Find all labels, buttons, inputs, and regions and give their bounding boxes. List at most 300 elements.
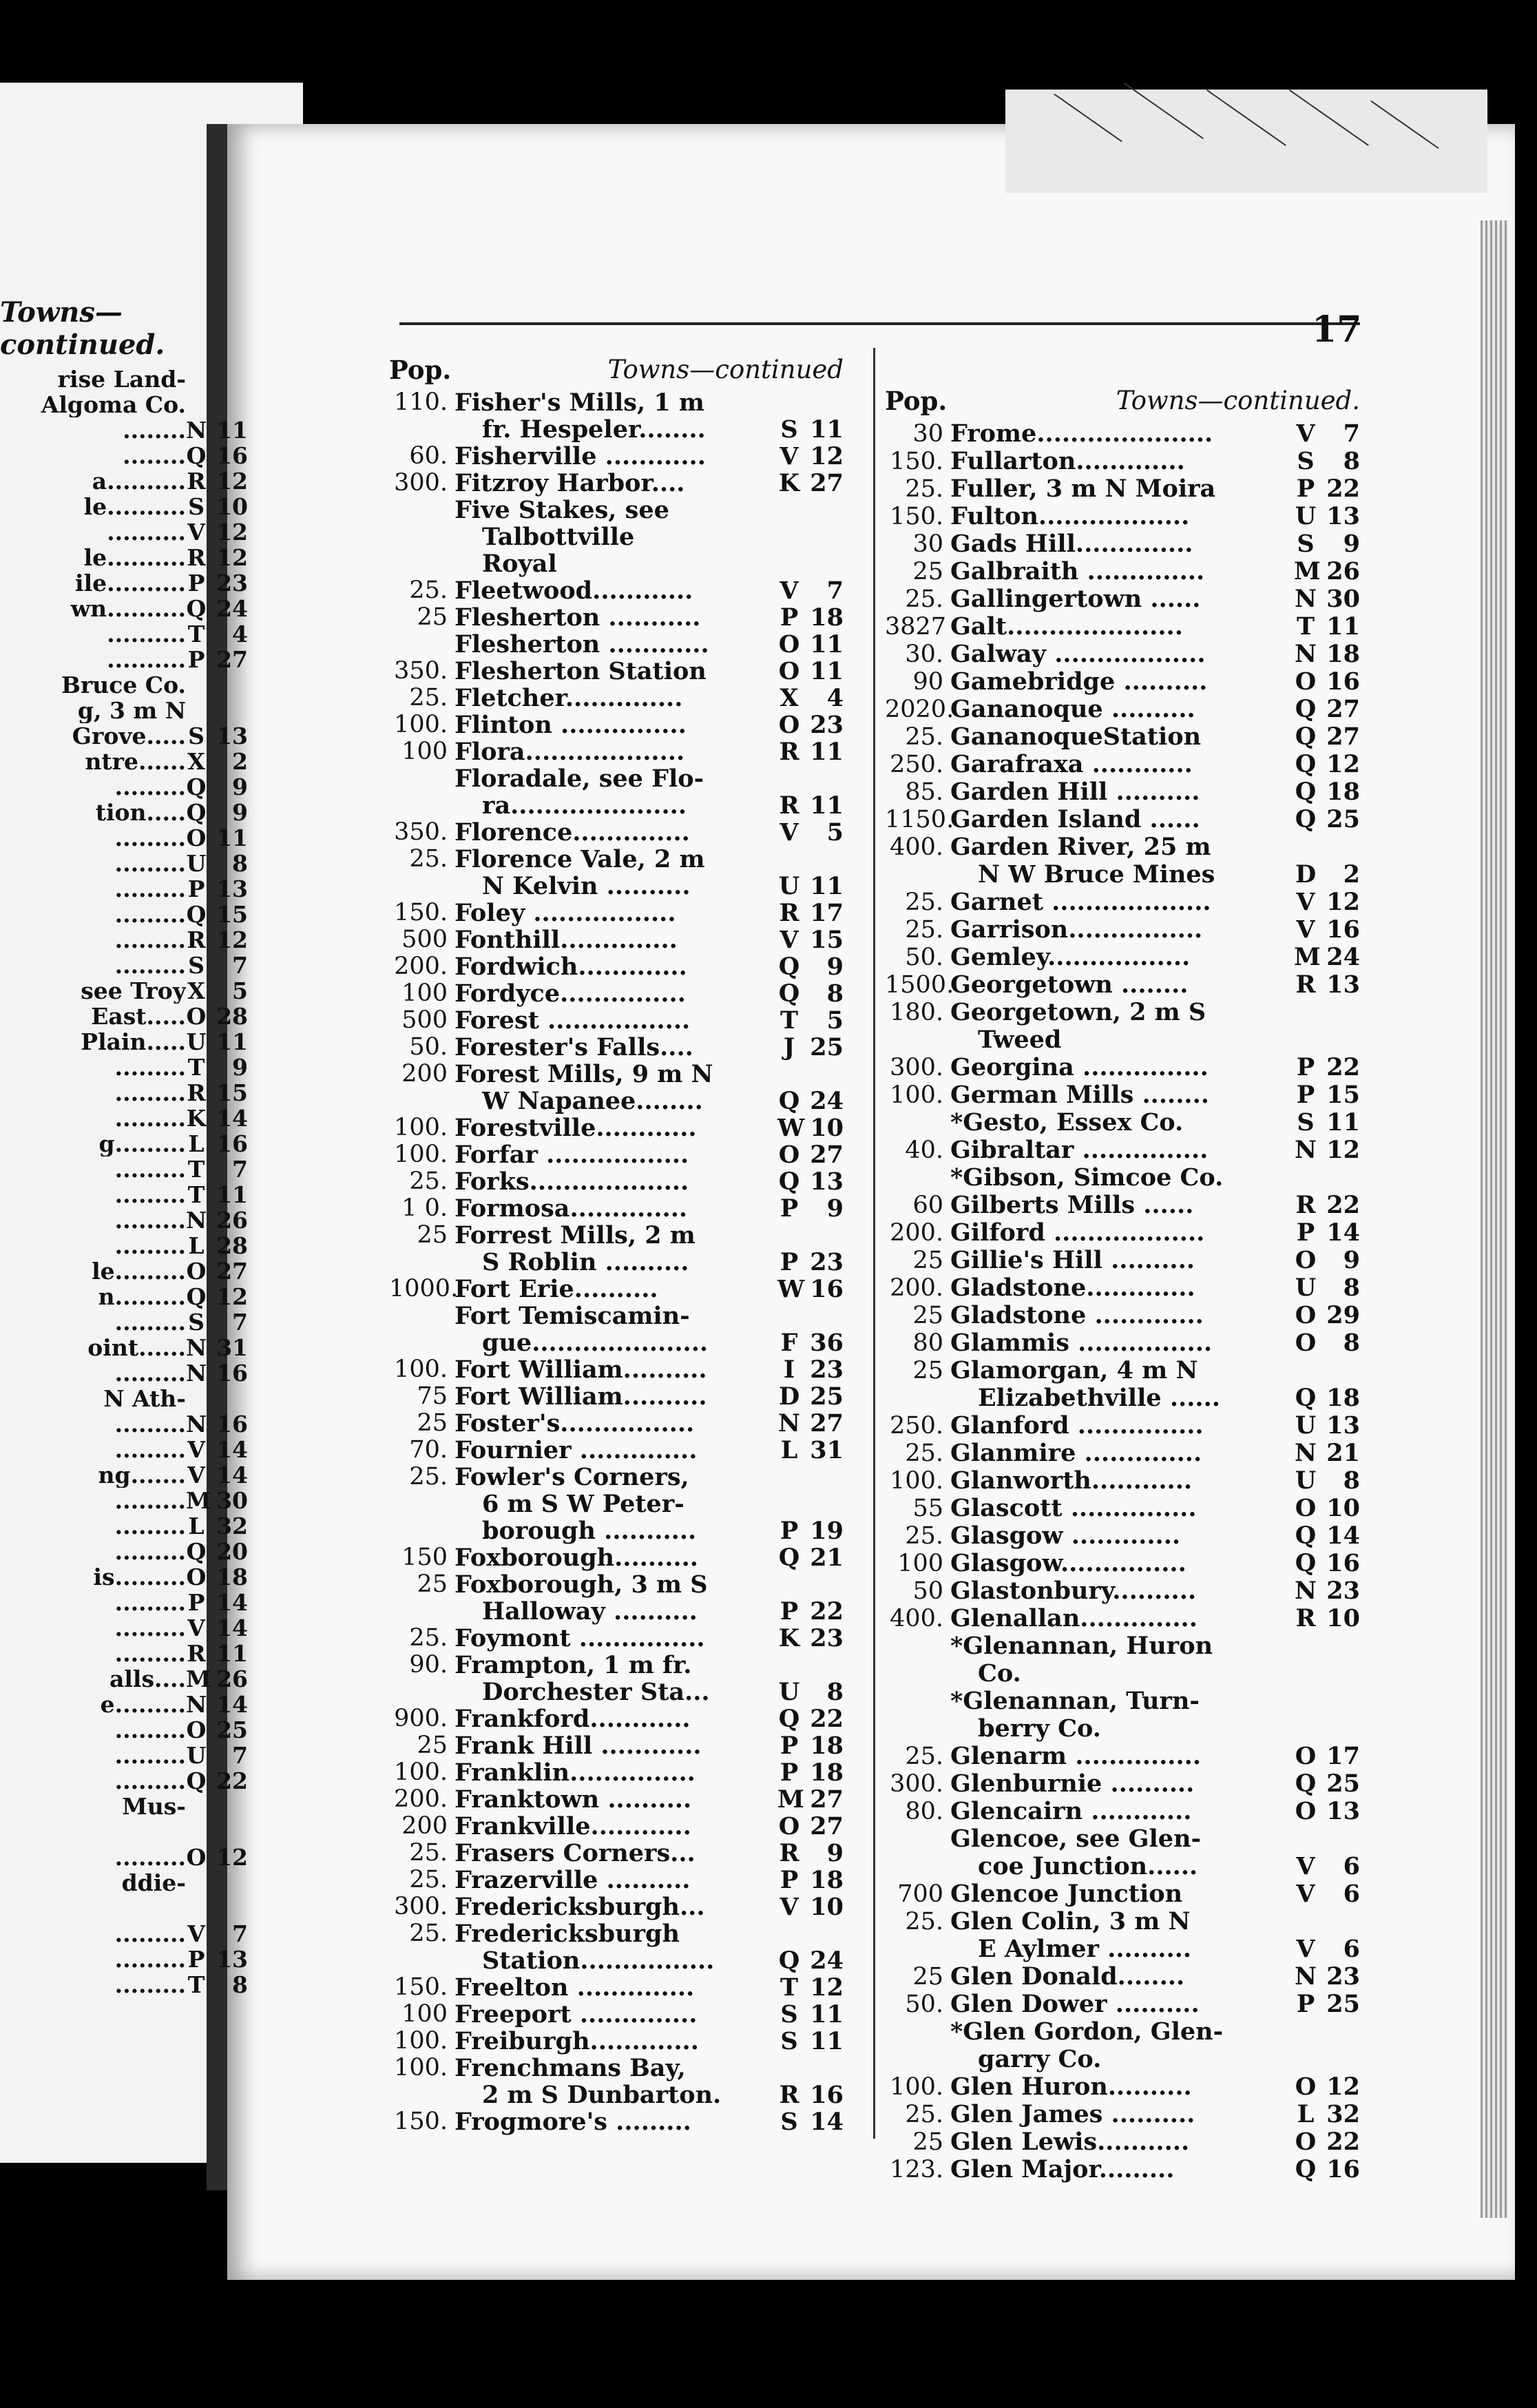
- town-entry-row: [885, 641, 1360, 668]
- map-number: [801, 765, 844, 792]
- population: 100.: [394, 711, 448, 738]
- town-name: 6 m S W Peter-: [482, 1491, 684, 1517]
- population: 30.: [905, 641, 943, 668]
- map-number: 11: [810, 2027, 844, 2055]
- population: 100.: [890, 1081, 943, 1109]
- entry-map-number: [207, 1870, 248, 1896]
- entry-map-number: 11: [216, 417, 248, 443]
- town-name: Gamebridge ..........: [950, 668, 1208, 696]
- town-entry-row: [885, 1081, 1360, 1109]
- map-number: 18: [1326, 640, 1360, 668]
- town-name: Forest .................: [454, 1007, 691, 1034]
- entry-map-letter: [186, 1794, 207, 1819]
- town-entry-row: [885, 861, 1360, 889]
- population: [389, 1088, 454, 1114]
- map-letter: [777, 523, 801, 550]
- map-letter: R: [779, 1839, 799, 1867]
- entry-name: .........: [114, 876, 186, 902]
- town-entry-row: [389, 1491, 844, 1517]
- map-number: 18: [810, 1866, 844, 1894]
- entry-map-number: [207, 1896, 248, 1921]
- map-letter: O: [1295, 1301, 1317, 1329]
- left-entry-row: [0, 1335, 248, 1360]
- entry-map-number: 31: [216, 1335, 248, 1360]
- map-number: 9: [1343, 530, 1360, 558]
- entry-map-number: 11: [216, 1029, 248, 1055]
- town-entry-row: [885, 1219, 1360, 1247]
- map-number: 8: [1343, 1466, 1360, 1495]
- map-letter: T: [1296, 612, 1315, 641]
- entry-map-letter: [186, 1896, 207, 1921]
- town-name: Galt.....................: [950, 613, 1183, 641]
- town-name: 2 m S Dunbarton.: [482, 2082, 722, 2108]
- map-letter: U: [1295, 502, 1317, 530]
- town-entry-row: [389, 1920, 844, 1947]
- entry-map-number: 10: [216, 494, 248, 519]
- page-number: 17: [1312, 309, 1362, 351]
- left-entry-row: [0, 723, 248, 749]
- entry-map-letter: R: [187, 545, 206, 570]
- town-entry-row: [885, 778, 1360, 806]
- entry-map-number: 9: [232, 774, 248, 800]
- left-entry-row: [0, 698, 248, 723]
- town-entry-row: [885, 2156, 1360, 2183]
- left-entry-row: [0, 1080, 248, 1106]
- map-number: 8: [1343, 1329, 1360, 1357]
- population: 25.: [409, 1624, 448, 1652]
- town-name: Gladstone.............: [950, 1274, 1195, 1302]
- map-number: 10: [810, 1114, 844, 1142]
- map-letter: D: [1295, 860, 1317, 889]
- town-name: Gemley.................: [950, 944, 1191, 971]
- town-name: Glen Lewis...........: [950, 2128, 1190, 2156]
- map-number: 21: [810, 1544, 844, 1572]
- town-name: Freiburgh.............: [454, 2028, 699, 2055]
- map-number: 17: [1326, 1742, 1360, 1770]
- entry-map-letter: Q: [186, 1539, 207, 1564]
- entry-map-letter: L: [188, 1131, 205, 1156]
- entry-map-number: 16: [216, 443, 248, 468]
- population: 150: [401, 1544, 448, 1571]
- town-name: berry Co.: [978, 1715, 1101, 1743]
- map-letter: Q: [1295, 1769, 1317, 1798]
- entry-map-letter: [186, 1870, 207, 1896]
- map-letter: P: [780, 1758, 799, 1787]
- column-1-header: [389, 355, 844, 385]
- population: 200.: [394, 953, 448, 980]
- entry-name: East.....: [91, 1004, 186, 1029]
- town-name: Fort Erie..........: [454, 1276, 658, 1302]
- town-entry-row: [389, 550, 844, 577]
- town-entry-row: [389, 1947, 844, 1974]
- town-entry-row: [389, 631, 844, 658]
- town-entry-row: [389, 1276, 844, 1302]
- entry-map-letter: O: [186, 1845, 207, 1870]
- town-entry-row: [389, 1007, 844, 1034]
- population: 25: [912, 1963, 943, 1991]
- town-entry-row: [885, 448, 1360, 475]
- left-entry-row: [0, 1106, 248, 1131]
- map-number: 29: [1326, 1301, 1360, 1329]
- map-number: 8: [826, 1678, 844, 1706]
- town-name: Gilford ..................: [950, 1219, 1205, 1247]
- map-number: 27: [810, 1785, 844, 1814]
- map-letter: Q: [1295, 1549, 1317, 1577]
- population: [389, 765, 454, 792]
- entry-map-letter: O: [186, 1564, 207, 1590]
- town-entry-row: [389, 873, 844, 900]
- population: 25: [912, 1247, 943, 1274]
- map-number: 25: [1326, 1769, 1360, 1798]
- town-name: Foxborough..........: [454, 1544, 698, 1571]
- map-letter: [1294, 1164, 1317, 1192]
- population: 100: [401, 979, 448, 1007]
- population: 50.: [905, 1991, 943, 2018]
- town-name: Glascott ...............: [950, 1495, 1197, 1522]
- entry-map-number: 7: [232, 1921, 248, 1947]
- town-entry-row: [389, 2055, 844, 2082]
- town-entry-row: [885, 1798, 1360, 1825]
- town-name: Flesherton ...........: [454, 604, 701, 631]
- town-name: S Roblin ..........: [482, 1249, 689, 1276]
- entry-name: .........: [114, 953, 186, 978]
- town-name: fr. Hespeler........: [482, 416, 706, 443]
- left-entry-row: [0, 1539, 248, 1564]
- map-letter: J: [783, 1033, 795, 1061]
- entry-name: ng.......: [98, 1462, 186, 1488]
- left-entry-row: [0, 1488, 248, 1513]
- town-entry-row: [885, 751, 1360, 778]
- population: 300.: [890, 1770, 943, 1798]
- map-number: 9: [826, 1194, 844, 1223]
- town-name: *Gesto, Essex Co.: [950, 1109, 1184, 1136]
- map-number: 13: [1326, 1797, 1360, 1825]
- map-letter: S: [780, 415, 798, 444]
- map-number: 23: [810, 711, 844, 739]
- entry-name: tion.....: [95, 800, 186, 825]
- town-entry-row: [389, 1356, 844, 1383]
- population: [885, 1384, 950, 1412]
- entry-map-letter: T: [187, 1182, 205, 1207]
- left-entry-row: [0, 570, 248, 596]
- town-entry-row: [885, 944, 1360, 971]
- map-number: 7: [826, 577, 844, 605]
- town-entry-row: [885, 1054, 1360, 1081]
- population: 60: [912, 1192, 943, 1219]
- entry-name: .........: [114, 1921, 186, 1947]
- map-letter: S: [780, 2000, 798, 2028]
- map-letter: Q: [1295, 805, 1317, 833]
- town-name: Freeport ..............: [454, 2001, 698, 2028]
- map-number: [801, 1222, 844, 1249]
- population: 200: [401, 1812, 448, 1840]
- population: 25.: [409, 1866, 448, 1893]
- entry-map-number: 8: [232, 851, 248, 876]
- map-number: 36: [810, 1329, 844, 1357]
- town-entry-row: [885, 1247, 1360, 1274]
- town-name: Dorchester Sta...: [482, 1679, 710, 1705]
- map-letter: P: [780, 1866, 799, 1894]
- population: [389, 1598, 454, 1625]
- town-name: Frazerville ..........: [454, 1867, 691, 1893]
- entry-name: ile..........: [75, 570, 186, 596]
- population: [389, 1249, 454, 1276]
- town-name: Glasgow...............: [950, 1550, 1186, 1577]
- population: [389, 497, 454, 523]
- population: [885, 2046, 950, 2073]
- map-number: 12: [1326, 750, 1360, 778]
- town-name: Fitzroy Harbor....: [454, 470, 685, 497]
- map-number: 12: [1326, 888, 1360, 916]
- map-number: [1317, 1632, 1360, 1660]
- population: [885, 2018, 950, 2046]
- map-letter: U: [1295, 1466, 1317, 1495]
- entry-map-letter: N: [186, 1692, 207, 1717]
- map-letter: Q: [1295, 1522, 1317, 1550]
- town-entry-row: [389, 658, 844, 685]
- town-entry-row: [389, 1813, 844, 1840]
- population: 100.: [394, 1114, 448, 1141]
- population: 100.: [394, 1141, 448, 1168]
- map-letter: [1294, 1825, 1317, 1853]
- map-number: 17: [810, 899, 844, 927]
- town-entry-row: [389, 980, 844, 1007]
- map-number: 32: [1326, 2100, 1360, 2128]
- town-name: Gillie's Hill ..........: [950, 1247, 1195, 1274]
- population: 25.: [409, 845, 448, 873]
- map-number: [801, 1491, 844, 1517]
- population: [885, 1688, 950, 1715]
- entry-map-letter: X: [187, 749, 205, 774]
- entry-name: .........: [114, 1590, 186, 1615]
- left-entry-row: [0, 1156, 248, 1182]
- map-letter: P: [1296, 1990, 1315, 2018]
- map-number: 23: [810, 1624, 844, 1652]
- population: [389, 631, 454, 658]
- town-name: coe Junction......: [978, 1853, 1198, 1880]
- entry-name: .........: [114, 1080, 186, 1106]
- town-name: Fordwich.............: [454, 953, 687, 980]
- town-entry-row: [389, 765, 844, 792]
- town-name: Foymont ...............: [454, 1625, 705, 1652]
- entry-map-number: 16: [216, 1131, 248, 1156]
- map-number: 18: [810, 1758, 844, 1787]
- population: 1150.: [885, 806, 954, 833]
- entry-map-number: 27: [216, 1258, 248, 1284]
- map-number: 13: [1326, 502, 1360, 530]
- map-letter: [1294, 2046, 1317, 2073]
- map-number: 8: [1343, 447, 1360, 475]
- left-entry-row: [0, 1819, 248, 1845]
- town-entry-row: [885, 1440, 1360, 1467]
- map-letter: V: [1296, 1852, 1315, 1880]
- entry-name: .........: [114, 1972, 186, 1997]
- town-name: *Glenannan, Turn-: [950, 1688, 1200, 1715]
- map-number: 14: [1326, 1218, 1360, 1247]
- entry-map-letter: R: [187, 468, 206, 494]
- entry-name: ..........: [107, 647, 186, 672]
- map-letter: P: [1296, 1053, 1315, 1081]
- map-letter: W: [777, 1275, 805, 1303]
- left-entry-row: [0, 647, 248, 672]
- map-letter: W: [777, 1114, 805, 1142]
- left-entry-row: [0, 1768, 248, 1794]
- entry-map-number: 28: [216, 1233, 248, 1258]
- left-entry-row: [0, 1972, 248, 1997]
- town-entry-row: [885, 1164, 1360, 1192]
- town-name: Forest Mills, 9 m N: [454, 1061, 713, 1088]
- map-number: [801, 846, 844, 873]
- map-number: 22: [1326, 2128, 1360, 2156]
- town-name: Gananoque ..........: [950, 696, 1195, 723]
- map-number: 16: [1326, 915, 1360, 944]
- left-entry-row: [0, 1641, 248, 1666]
- map-letter: [1294, 1357, 1317, 1384]
- population: 250.: [890, 751, 943, 778]
- town-name: Forestville............: [454, 1114, 697, 1141]
- left-entry-row: [0, 1615, 248, 1641]
- entry-name: .........: [114, 1743, 186, 1768]
- population: 25: [912, 1357, 943, 1384]
- map-letter: [777, 550, 801, 577]
- entry-map-number: 22: [216, 1768, 248, 1794]
- population: 25.: [905, 1743, 943, 1770]
- town-name: Georgina ...............: [950, 1054, 1209, 1081]
- entry-name: .........: [114, 825, 186, 851]
- left-entry-row: [0, 1055, 248, 1080]
- entry-name: alls....: [109, 1666, 186, 1692]
- map-number: 24: [810, 1087, 844, 1115]
- town-entry-row: [389, 1114, 844, 1141]
- entry-name: ..........: [107, 621, 186, 647]
- town-name: Freelton ..............: [454, 1974, 695, 2001]
- map-letter: [1294, 1908, 1317, 1935]
- population: 100: [897, 1550, 943, 1577]
- entry-name: .........: [114, 1488, 186, 1513]
- map-number: [801, 2055, 844, 2082]
- entry-map-letter: N: [186, 1207, 207, 1233]
- entry-map-number: 20: [216, 1539, 248, 1564]
- map-letter: [777, 1222, 801, 1249]
- population: [885, 1853, 950, 1880]
- town-name: N W Bruce Mines: [978, 861, 1215, 889]
- entry-name: .........: [114, 1845, 186, 1870]
- town-name: Co.: [978, 1660, 1021, 1688]
- left-entry-row: [0, 1870, 248, 1896]
- population: 25.: [409, 577, 448, 604]
- town-name: Formosa..............: [454, 1195, 688, 1222]
- town-entry-row: [389, 2108, 844, 2135]
- entry-map-number: 16: [216, 1411, 248, 1437]
- map-letter: [1294, 999, 1317, 1026]
- map-letter: O: [1295, 667, 1317, 696]
- left-entry-row: [0, 1411, 248, 1437]
- entry-name: wn..........: [70, 596, 186, 621]
- entry-map-letter: Q: [186, 902, 207, 927]
- map-number: 27: [1326, 695, 1360, 723]
- town-entry-row: [389, 2082, 844, 2108]
- map-number: 15: [810, 926, 844, 954]
- population: 200.: [394, 1785, 448, 1813]
- left-entry-row: [0, 1564, 248, 1590]
- town-name: Forks...................: [454, 1168, 689, 1195]
- map-number: 23: [1326, 1962, 1360, 1991]
- map-number: 11: [810, 738, 844, 766]
- town-entry-row: [885, 1384, 1360, 1412]
- town-name: Foxborough, 3 m S: [454, 1571, 708, 1598]
- map-number: [801, 389, 844, 416]
- map-number: 13: [1326, 1411, 1360, 1440]
- map-letter: T: [780, 1006, 799, 1035]
- entry-name: .........: [114, 851, 186, 876]
- entry-name: g.........: [98, 1131, 186, 1156]
- entry-map-number: 12: [216, 545, 248, 570]
- population: 25: [417, 1732, 448, 1759]
- header-rule: [399, 322, 1360, 325]
- entry-map-number: [207, 1819, 248, 1845]
- town-name: Gladstone .............: [950, 1302, 1204, 1329]
- entry-name: .........: [114, 1411, 186, 1437]
- towns-column-2: [885, 386, 1360, 2183]
- town-entry-row: [389, 1679, 844, 1705]
- population: 300.: [890, 1054, 943, 1081]
- town-entry-row: [389, 1517, 844, 1544]
- town-entry-row: [389, 2028, 844, 2055]
- entry-name: Algoma Co.: [41, 392, 186, 417]
- population: 25.: [409, 1839, 448, 1867]
- population: 25.: [409, 1920, 448, 1947]
- town-entry-row: [885, 1743, 1360, 1770]
- town-name: Flesherton Station: [454, 658, 707, 685]
- map-number: [1317, 999, 1360, 1026]
- town-entry-row: [885, 503, 1360, 530]
- map-number: 8: [1343, 1274, 1360, 1302]
- map-number: 9: [826, 953, 844, 981]
- town-name: Fonthill..............: [454, 926, 678, 953]
- map-letter: [777, 1491, 801, 1517]
- entry-map-number: 4: [232, 621, 248, 647]
- map-letter: O: [778, 1141, 800, 1169]
- town-entry-row: [389, 1544, 844, 1571]
- entry-name: .........: [114, 927, 186, 953]
- population: [885, 1935, 950, 1963]
- left-entry-row: [0, 1590, 248, 1615]
- map-letter: O: [778, 1812, 800, 1840]
- map-letter: O: [1295, 1797, 1317, 1825]
- left-entry-row: [0, 825, 248, 851]
- left-entry-row: [0, 1947, 248, 1972]
- map-letter: V: [780, 1893, 799, 1921]
- map-number: 5: [826, 818, 844, 847]
- map-letter: O: [1295, 1329, 1317, 1357]
- entry-map-number: 8: [232, 1972, 248, 1997]
- map-letter: Q: [778, 1544, 800, 1572]
- town-name: Royal: [482, 550, 557, 577]
- map-letter: N: [1295, 1439, 1317, 1467]
- town-name: Flinton ...............: [454, 712, 687, 738]
- map-letter: U: [1295, 1274, 1317, 1302]
- left-entry-row: [0, 876, 248, 902]
- entry-map-number: 26: [216, 1207, 248, 1233]
- population: 300.: [394, 1893, 448, 1920]
- map-letter: [777, 765, 801, 792]
- entry-map-number: 28: [216, 1004, 248, 1029]
- entry-map-letter: [186, 1819, 207, 1845]
- left-entry-row: [0, 596, 248, 621]
- town-name: Garafraxa ............: [950, 751, 1193, 778]
- entry-map-number: [207, 1794, 248, 1819]
- town-entry-row: [389, 738, 844, 765]
